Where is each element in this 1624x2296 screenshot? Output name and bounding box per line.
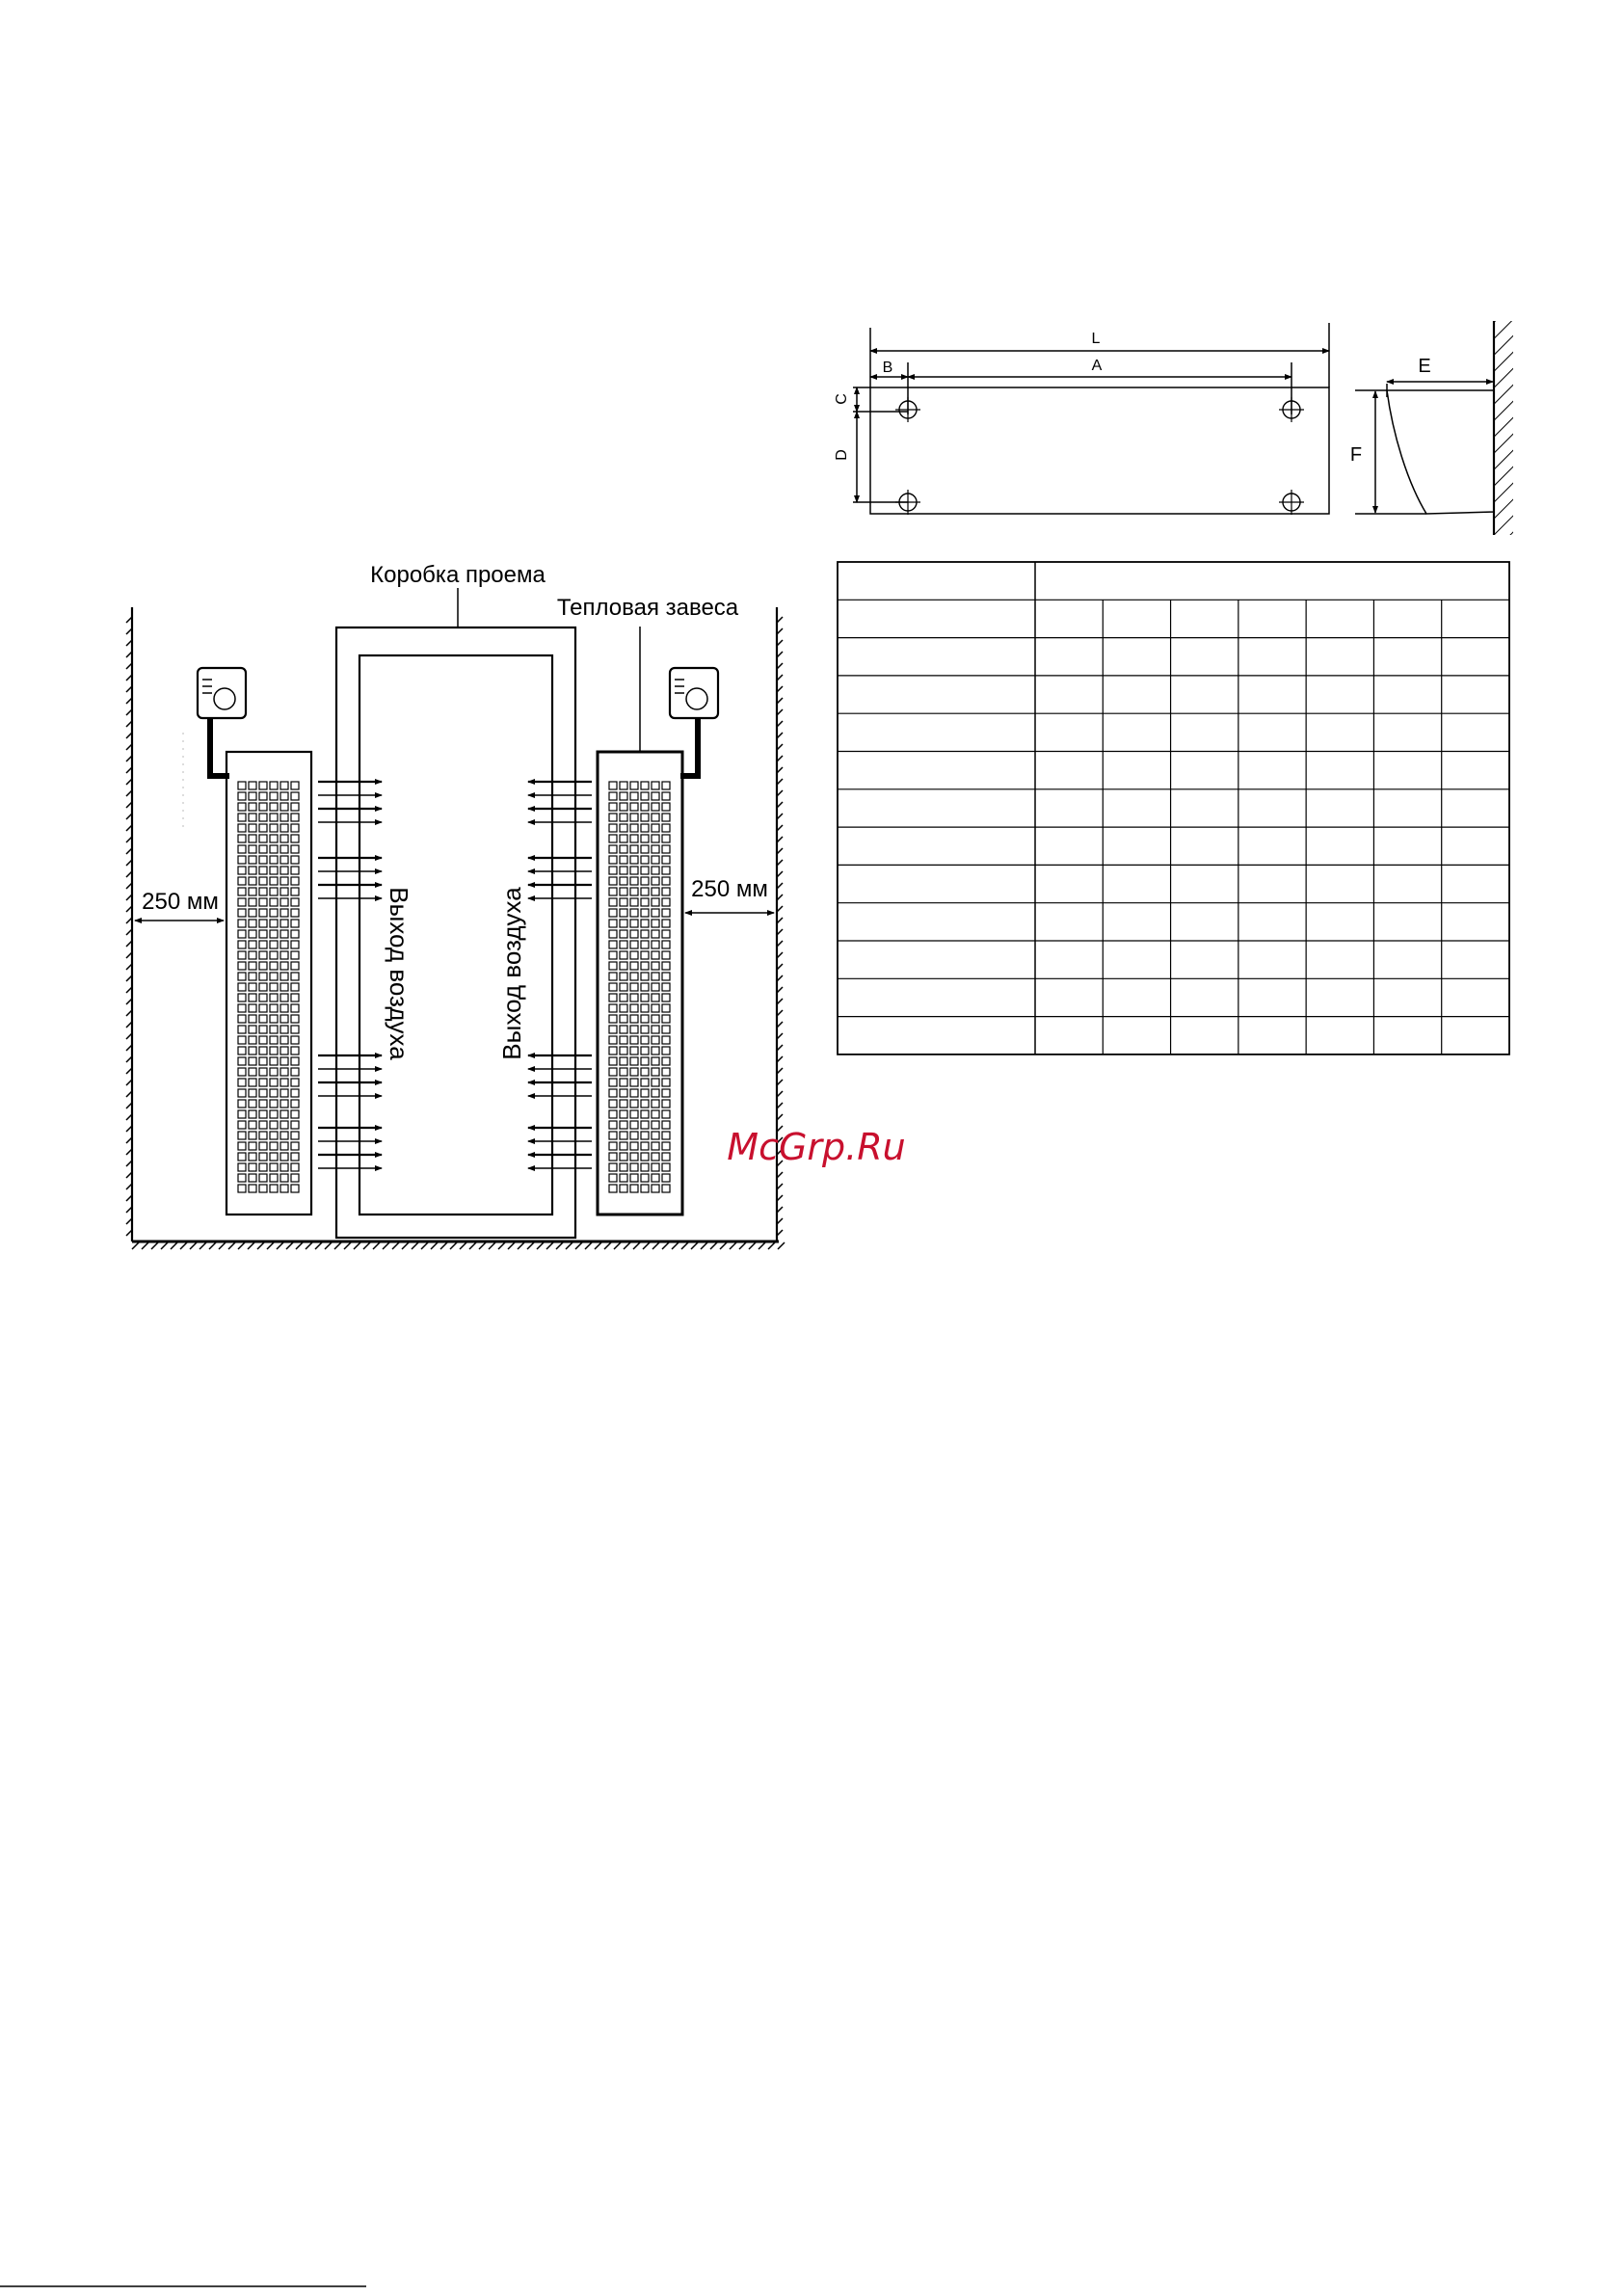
air-outlet-label-right: Выход воздуха bbox=[497, 887, 526, 1060]
floor bbox=[132, 1241, 785, 1249]
dim-E-label: E bbox=[1418, 356, 1431, 377]
installation-diagram bbox=[126, 562, 785, 1249]
dim-L-label: L bbox=[1091, 331, 1101, 347]
door-box-label: Коробка проема bbox=[370, 562, 546, 588]
mounting-holes bbox=[895, 397, 1304, 515]
dim-B-label: B bbox=[882, 360, 893, 376]
left-airflow-arrows bbox=[318, 782, 382, 1168]
spec-table bbox=[838, 562, 1509, 1055]
right-airflow-arrows bbox=[528, 782, 592, 1168]
left-controller-icon bbox=[183, 668, 246, 829]
left-gap-label: 250 мм bbox=[142, 889, 219, 915]
curtain-label: Тепловая завеса bbox=[556, 595, 739, 621]
dim-F-label: F bbox=[1349, 444, 1363, 466]
right-curtain-grille bbox=[609, 782, 670, 1192]
dim-A-label: A bbox=[1091, 358, 1103, 374]
dim-D-label: D bbox=[834, 449, 850, 461]
unit-body-outline bbox=[870, 387, 1329, 514]
left-heat-curtain bbox=[226, 752, 311, 1215]
left-wall bbox=[126, 607, 132, 1241]
left-curtain-grille bbox=[238, 782, 299, 1192]
dim-C-label: C bbox=[834, 393, 850, 405]
dimension-drawing bbox=[834, 321, 1513, 535]
air-outlet-label-left: Выход воздуха bbox=[385, 887, 413, 1060]
right-controller-icon bbox=[670, 668, 718, 776]
door-frame-box bbox=[336, 588, 575, 1238]
watermark-text: McGrp.Ru bbox=[727, 1126, 906, 1168]
right-gap-label: 250 мм bbox=[691, 876, 768, 902]
side-view bbox=[1350, 321, 1513, 535]
